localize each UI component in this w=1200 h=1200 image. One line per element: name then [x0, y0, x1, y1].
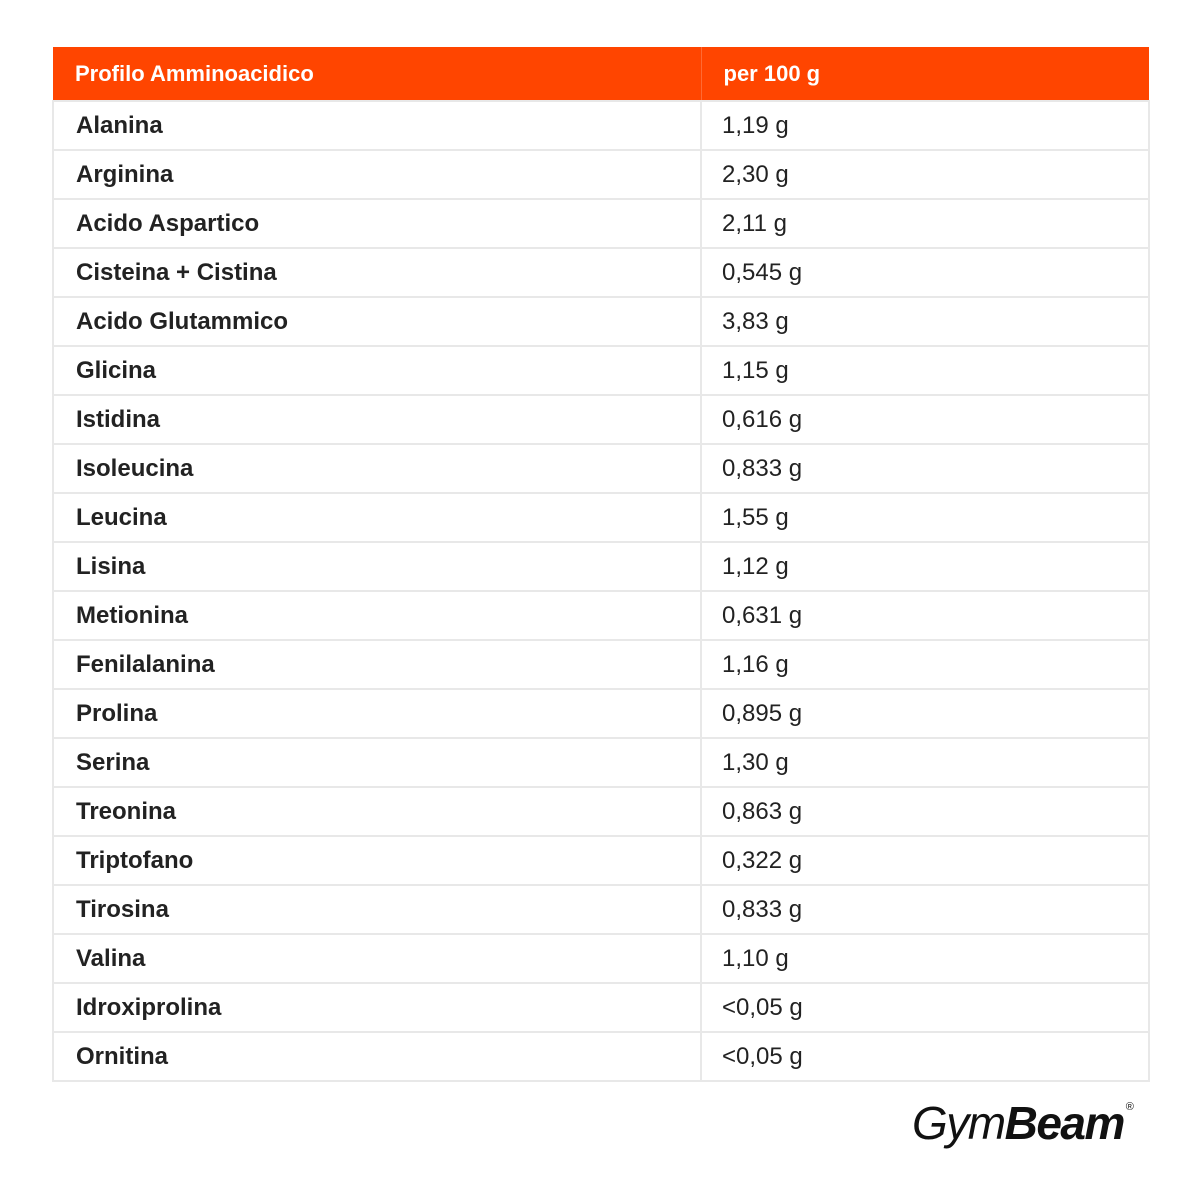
- table-row: [53, 689, 1149, 738]
- registered-mark: ®: [1125, 1101, 1134, 1113]
- table-row: [53, 150, 1149, 199]
- amino-acid-name: Tirosina: [53, 885, 701, 934]
- amino-acid-name: Valina: [53, 934, 701, 983]
- table-row: [53, 983, 1149, 1032]
- table-header: [53, 47, 1149, 101]
- table-row: [53, 738, 1149, 787]
- table-row: [53, 836, 1149, 885]
- amino-acid-name: Lisina: [53, 542, 701, 591]
- amino-acid-name: Glicina: [53, 346, 701, 395]
- amino-acid-value: 1,19 g: [701, 101, 1149, 150]
- amino-acid-name: Fenilalanina: [53, 640, 701, 689]
- table-row: [53, 395, 1149, 444]
- amino-acid-name: Cisteina + Cistina: [53, 248, 701, 297]
- amino-acid-value: 0,833 g: [701, 885, 1149, 934]
- gymbeam-logo: [912, 1097, 1134, 1149]
- table-row: [53, 101, 1149, 150]
- amino-acid-name: Idroxiprolina: [53, 983, 701, 1032]
- amino-acid-value: 1,12 g: [701, 542, 1149, 591]
- table-row: [53, 885, 1149, 934]
- amino-acid-value: 1,15 g: [701, 346, 1149, 395]
- header-per-100g: per 100 g: [701, 47, 1149, 101]
- table-row: [53, 199, 1149, 248]
- amino-acid-name: Serina: [53, 738, 701, 787]
- amino-acid-value: 2,11 g: [701, 199, 1149, 248]
- table-row: [53, 934, 1149, 983]
- amino-acid-name: Acido Aspartico: [53, 199, 701, 248]
- table-row: [53, 1032, 1149, 1081]
- amino-acid-value: 1,55 g: [701, 493, 1149, 542]
- amino-acid-value: 0,631 g: [701, 591, 1149, 640]
- amino-acid-value: 1,10 g: [701, 934, 1149, 983]
- amino-acid-name: Prolina: [53, 689, 701, 738]
- amino-acid-name: Leucina: [53, 493, 701, 542]
- logo-text-beam: Beam: [1004, 1097, 1124, 1149]
- amino-acid-name: Alanina: [53, 101, 701, 150]
- amino-acid-name: Arginina: [53, 150, 701, 199]
- amino-acid-name: Treonina: [53, 787, 701, 836]
- table-row: [53, 297, 1149, 346]
- table-row: [53, 346, 1149, 395]
- amino-acid-name: Metionina: [53, 591, 701, 640]
- header-amino-profile: Profilo Amminoacidico: [53, 47, 701, 101]
- amino-acid-value: <0,05 g: [701, 1032, 1149, 1081]
- table-row: [53, 493, 1149, 542]
- amino-acid-name: Acido Glutammico: [53, 297, 701, 346]
- header-row: [53, 47, 1149, 101]
- table-row: [53, 248, 1149, 297]
- table-row: [53, 542, 1149, 591]
- table-row: [53, 640, 1149, 689]
- amino-acid-name: Istidina: [53, 395, 701, 444]
- table-body: [53, 101, 1149, 1081]
- amino-acid-value: 1,16 g: [701, 640, 1149, 689]
- amino-acid-value: 1,30 g: [701, 738, 1149, 787]
- table-row: [53, 591, 1149, 640]
- table-row: [53, 787, 1149, 836]
- amino-acid-value: 2,30 g: [701, 150, 1149, 199]
- amino-acid-value: 0,616 g: [701, 395, 1149, 444]
- amino-acid-value: 0,545 g: [701, 248, 1149, 297]
- amino-acid-value: 0,833 g: [701, 444, 1149, 493]
- amino-acid-value: 0,863 g: [701, 787, 1149, 836]
- amino-acid-value: <0,05 g: [701, 983, 1149, 1032]
- amino-acid-value: 0,322 g: [701, 836, 1149, 885]
- amino-acid-value: 0,895 g: [701, 689, 1149, 738]
- amino-acid-name: Ornitina: [53, 1032, 701, 1081]
- amino-acid-table: [52, 47, 1150, 1082]
- amino-acid-value: 3,83 g: [701, 297, 1149, 346]
- logo-text-gym: Gym: [912, 1097, 1005, 1149]
- amino-acid-name: Triptofano: [53, 836, 701, 885]
- amino-acid-name: Isoleucina: [53, 444, 701, 493]
- table-row: [53, 444, 1149, 493]
